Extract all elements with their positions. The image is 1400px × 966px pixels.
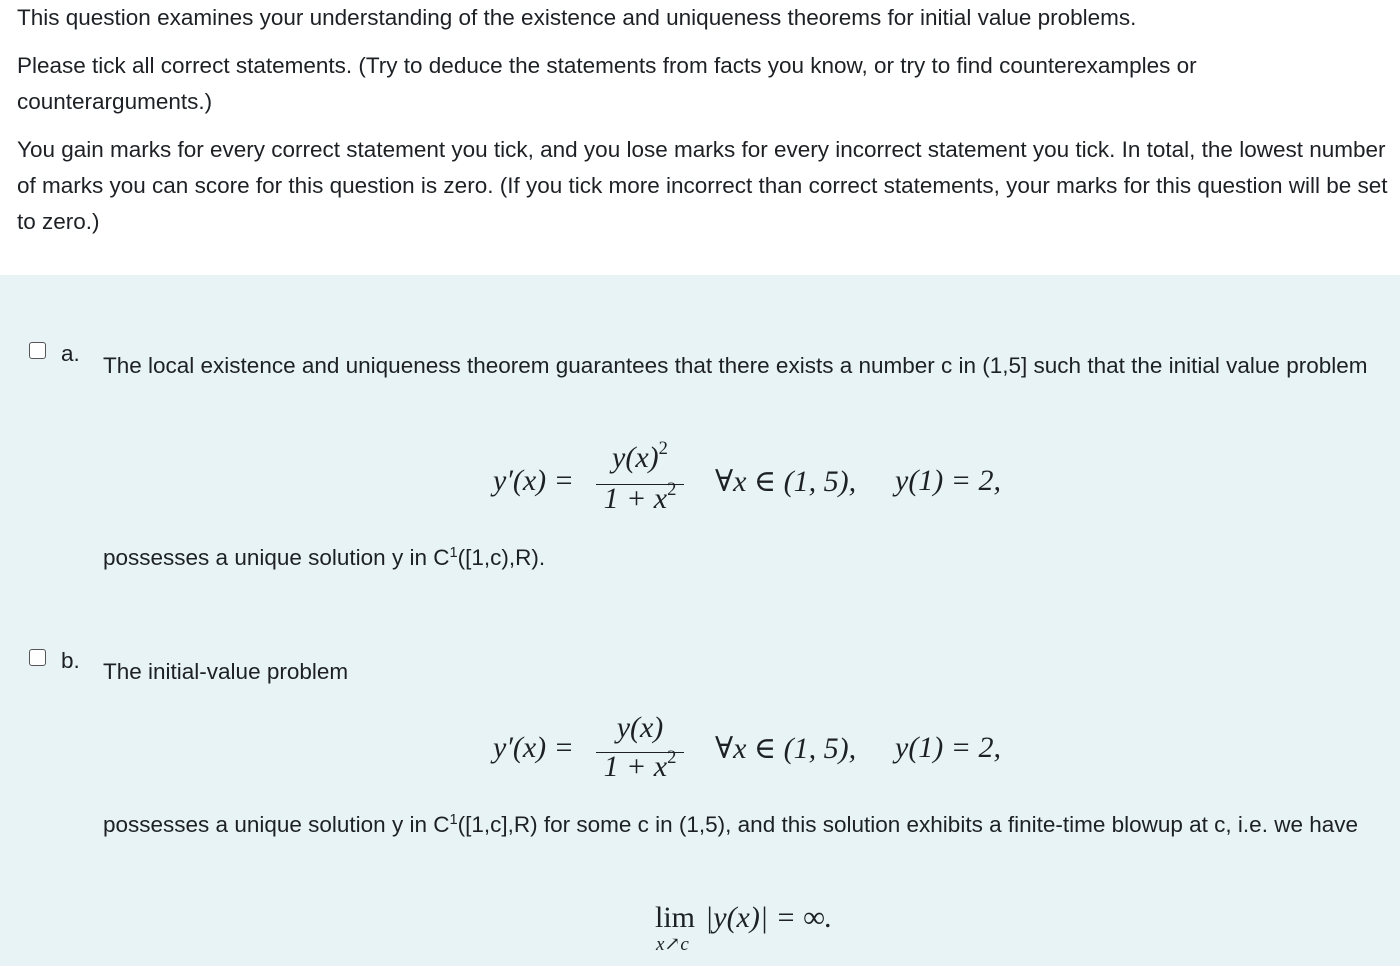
option-b-eq-lhs: y′(x) =: [493, 731, 574, 764]
option-b-limit-subscript: x↗c: [656, 934, 689, 955]
option-b-limit-expression: |y(x)| = ∞.: [705, 901, 833, 934]
option-a-checkbox[interactable]: [29, 342, 46, 359]
option-b-eq-initial: y(1) = 2,: [895, 731, 1002, 764]
answer-options: [0, 275, 1400, 966]
question-text: [0, 0, 1400, 275]
option-b-eq-fraction: [596, 705, 684, 795]
option-a-eq-fraction: [596, 437, 684, 527]
option-a-eq-lhs: y′(x) =: [493, 464, 574, 497]
option-b-eq-domain: ∀x ∈ (1, 5),: [715, 732, 857, 765]
option-b-eq-denominator: $1 + x^2$: [603, 746, 677, 783]
option-a-letter: a.: [61, 341, 80, 366]
option-a-eq-numerator: $y(x)^2$: [612, 437, 668, 474]
option-a-conclusion: possesses a unique solution y in $C^1([1,c),R)$.: [103, 544, 546, 570]
question-intro: This question examines your understanding of the existence and uniqueness theorems for initial value problems.: [17, 5, 1137, 30]
option-b-checkbox[interactable]: [29, 649, 46, 666]
option-a-statement: The local existence and uniqueness theorem guarantees that there exists a number c in (1,5] such that the initial value problem: [103, 353, 1368, 378]
option-b-limit-operator: lim: [655, 901, 696, 934]
option-a-eq-domain: ∀x ∈ (1, 5),: [715, 465, 857, 498]
option-b-statement: The initial-value problem: [103, 659, 349, 684]
question-marking-rules: You gain marks for every correct statement you tick, and you lose marks for every incorrect statement you tick. In total, the lowest number of marks you can score for this question is zero. (If you tick more incorrect than correct statements, your marks for this question will be set to zero.): [17, 137, 1388, 234]
option-b-eq-numerator: y(x): [616, 711, 664, 744]
question-instructions: Please tick all correct statements. (Try to deduce the statements from facts you know, or try to find counterexamples or counterarguments.): [17, 53, 1197, 114]
option-b-conclusion: possesses a unique solution y in $C^1([1,c],R)$ for some c in (1,5), and this solution exhibits a finite-time blowup at c, i.e. we have: [103, 811, 1359, 837]
option-a-eq-initial: y(1) = 2,: [895, 464, 1002, 497]
option-a-eq-denominator: $1 + x^2$: [603, 478, 677, 515]
option-b-letter: b.: [61, 648, 80, 673]
